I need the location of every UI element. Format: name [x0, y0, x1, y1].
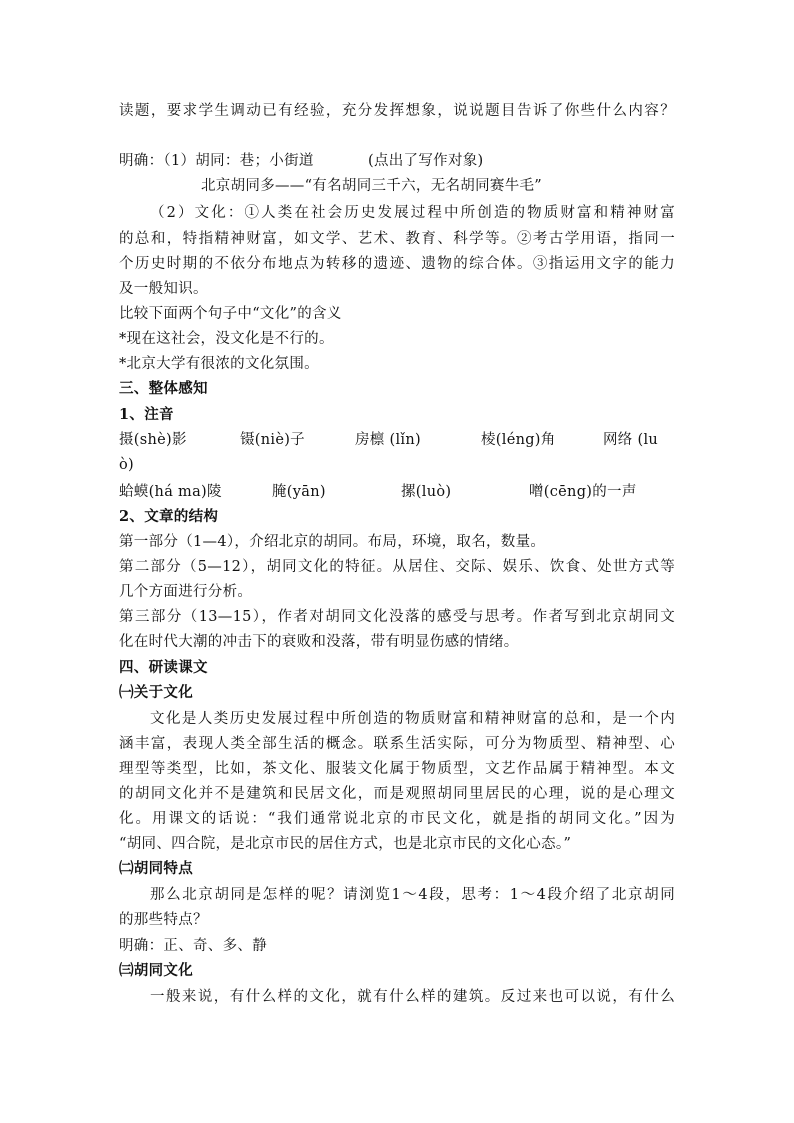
answer-line: 明确：正、奇、多、静 — [119, 938, 267, 954]
compare-prompt: 比较下面两个句子中“文化”的含义 — [119, 306, 342, 322]
body-line: 那么北京胡同是怎样的呢？请浏览1～4段，思考：1～4段介绍了北京胡同 — [150, 887, 675, 903]
body-line: 一般来说，有什么样的文化，就有什么样的建筑。反过来也可以说，有什么 — [150, 989, 675, 1005]
subsection-heading: ㈠关于文化 — [119, 684, 193, 701]
clarify-note: (点出了写作对象) — [368, 153, 484, 169]
body-line: 涵丰富，表现人类全部生活的概念。联系生活实际，可分为物质型、精神型、心 — [119, 736, 675, 752]
body-line: 化。用课文的话说：“我们通常说北京的市民文化，就是指的胡同文化。”因为 — [119, 811, 675, 827]
body-line: 文化是人类历史发展过程中所创造的物质财富和精神财富的总和，是一个内 — [150, 711, 675, 727]
phonetic-item-cont: ò) — [119, 457, 134, 473]
culture-def-line: 的总和，特指精神财富，如文学、艺术、教育、科学等。②考古学用语，指同一 — [119, 231, 675, 247]
subsection-heading: 1、注音 — [119, 406, 174, 423]
phonetic-item: 网络 (lu — [603, 432, 659, 448]
body-line: 的那些特点？ — [119, 912, 208, 928]
phonetic-item: 摞(luò) — [401, 484, 452, 500]
subsection-heading: ㈢胡同文化 — [119, 962, 193, 979]
structure-part: 第一部分（1—4），介绍北京的胡同。布局，环境，取名，数量。 — [119, 534, 546, 550]
structure-part: 几个方面进行分析。 — [119, 584, 253, 600]
phonetic-item: 腌(yān) — [272, 484, 326, 500]
subsection-heading: ㈡胡同特点 — [119, 860, 193, 877]
phonetic-item: 蛤蟆(há ma)陵 — [119, 484, 222, 500]
phonetic-item: 棱(léng)角 — [481, 432, 556, 448]
saying-line: 北京胡同多——“有名胡同三千六，无名胡同赛牛毛” — [201, 178, 543, 194]
phonetic-item: 摄(shè)影 — [119, 432, 187, 448]
section-heading: 四、研读课文 — [119, 659, 208, 676]
compare-sentence: *北京大学有很浓的文化氛围。 — [119, 356, 319, 372]
structure-part: 第二部分（5—12），胡同文化的特征。从居住、交际、娱乐、饮食、处世方式等 — [119, 559, 675, 575]
compare-sentence: *现在这社会，没文化是不行的。 — [119, 331, 334, 347]
culture-def-line: 个历史时期的不依分布地点为转移的遗迹、遗物的综合体。③指运用文字的能力 — [119, 256, 675, 272]
subsection-heading: 2、文章的结构 — [119, 508, 219, 525]
intro-line: 读题，要求学生调动已有经验，充分发挥想象，说说题目告诉了你些什么内容？ — [119, 103, 675, 119]
culture-def-line: 及一般知识。 — [119, 281, 208, 297]
culture-def-line: （2）文化：①人类在社会历史发展过程中所创造的物质财富和精神财富 — [150, 205, 675, 221]
body-line: 的胡同文化并不是建筑和民居文化，而是观照胡同里居民的心理，说的是心理文 — [119, 786, 675, 802]
phonetic-item: 房檩 (lǐn) — [355, 432, 421, 448]
section-heading: 三、整体感知 — [119, 380, 208, 397]
phonetic-item: 镊(niè)子 — [240, 432, 305, 448]
phonetic-item: 噌(cēng)的一声 — [529, 484, 637, 500]
body-line: 理型等类型，比如，茶文化、服装文化属于物质型，文艺作品属于精神型。本文 — [119, 761, 675, 777]
structure-part: 化在时代大潮的冲击下的衰败和没落，带有明显伤感的情绪。 — [119, 634, 519, 650]
body-line: “胡同、四合院，是北京市民的居住方式，也是北京市民的文化心态。” — [119, 836, 572, 852]
clarify-line: 明确：（1）胡同：巷；小街道 — [119, 153, 314, 169]
structure-part: 第三部分（13—15），作者对胡同文化没落的感受与思考。作者写到北京胡同文 — [119, 609, 675, 625]
